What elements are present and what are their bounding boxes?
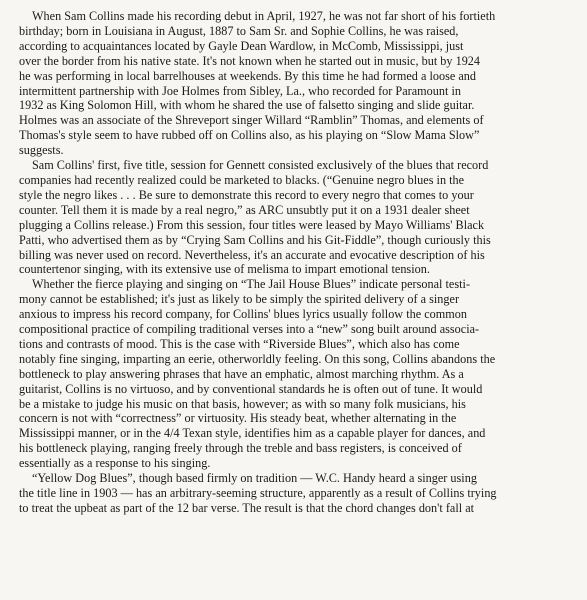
text-line: notably fine singing, imparting an eerie, otherworldly feeling. On this song, Collins abandons the [19, 351, 496, 366]
text-line: concern is not with “correctness” or virtuosity. His steady beat, whether alternating in the [19, 411, 457, 426]
text-line: suggests. [19, 143, 64, 158]
text-line: compositional practice of compiling traditional verses into a “new” song built around associa- [19, 322, 480, 337]
text-line: guitarist, Collins is no virtuoso, and by conventional standards he is often out of tune. It would [19, 381, 483, 396]
text-line: companies had recently realized could be marketed to blacks. (“Genuine negro blues in the [19, 172, 465, 187]
text-line: Sam Collins' first, five title, session for Gennett consisted exclusively of the blues that record [32, 158, 489, 173]
text-line: style the negro likes . . . Be sure to demonstrate this record to every negro that comes to your [19, 187, 474, 202]
text-line: Thomas's style seem to have rubbed off on Collins also, as his playing on “Slow Mama Slow” [19, 128, 480, 143]
text-line: Holmes was an associate of the Shreveport singer Willard “Ramblin” Thomas, and elements of [19, 113, 484, 128]
text-line: countertenor singing, with its extensive use of melisma to impart emotional tension. [19, 262, 430, 277]
text-line: essentially as a response to his singing. [19, 456, 211, 471]
text-line: over the border from his native state. It's not known when he started out in music, but by 1924 [19, 53, 481, 68]
text-line: Patti, who advertised them as by “Crying Sam Collins and his Git-Fiddle”, though curiously this [19, 232, 491, 247]
text-line: according to acquaintances located by Gayle Dean Wardlow, in McComb, Mississippi, just [19, 38, 464, 53]
text-line: birthday; born in Louisiana in August, 1887 to Sam Sr. and Sophie Collins, he was raised, [19, 23, 459, 38]
paragraph-4 [19, 471, 572, 516]
text-line: his bottleneck playing, ranging freely through the treble and bass registers, is conceived of [19, 441, 462, 456]
text-line: Mississippi manner, or in the 4/4 Texan style, identifies him as a capable player for dances, and [19, 426, 486, 441]
article-body [19, 9, 572, 516]
paragraph-1 [19, 9, 572, 158]
text-line: anxious to impress his record company, for Collins' blues lyrics usually follow the common [19, 307, 467, 322]
text-line: billing was never used on record. Nevertheless, it's an accurate and evocative description of his [19, 247, 485, 262]
text-line: be a mistake to judge his music on that basis, however; as with so many folk musicians, his [19, 396, 466, 411]
text-line: 1932 as King Solomon Hill, with whom he shared the use of falsetto singing and slide guitar. [19, 98, 475, 113]
text-line: When Sam Collins made his recording debut in April, 1927, he was not far short of his fortieth [32, 9, 496, 23]
text-line: Whether the fierce playing and singing on “The Jail House Blues” indicate personal testi- [32, 277, 471, 292]
text-line: the title line in 1903 — has an arbitrary-seeming structure, apparently as a result of Collins trying [19, 486, 497, 500]
text-line: to treat the upbeat as part of the 12 bar verse. The result is that the chord changes don't fall at [19, 500, 475, 515]
text-line: intermittent partnership with Joe Holmes from Sibley, La., who recorded for Paramount in [19, 83, 461, 98]
paragraph-2 [19, 158, 572, 277]
text-line: bottleneck to play answering phrases that have an emphatic, almost marching rhythm. As a [19, 366, 464, 381]
paragraph-3 [19, 277, 572, 471]
text-line: tions and contrasts of mood. This is the case with “Riverside Blues”, which also has come [19, 336, 460, 351]
text-line: plugging a Collins release.) From this session, four titles were leased by Mayo Williams' Black [19, 217, 485, 232]
text-line: mony cannot be established; it's just as likely to be simply the spirited delivery of a singer [19, 292, 460, 307]
text-line: counter. Tell them it is made by a real negro,” as ARC unsubtly put it on a 1931 dealer sheet [19, 202, 470, 217]
text-line: he was performing in local barrelhouses at weekends. By this time he had formed a loose and [19, 68, 477, 83]
text-line: “Yellow Dog Blues”, though based firmly on tradition — W.C. Handy heard a singer using [32, 471, 477, 486]
